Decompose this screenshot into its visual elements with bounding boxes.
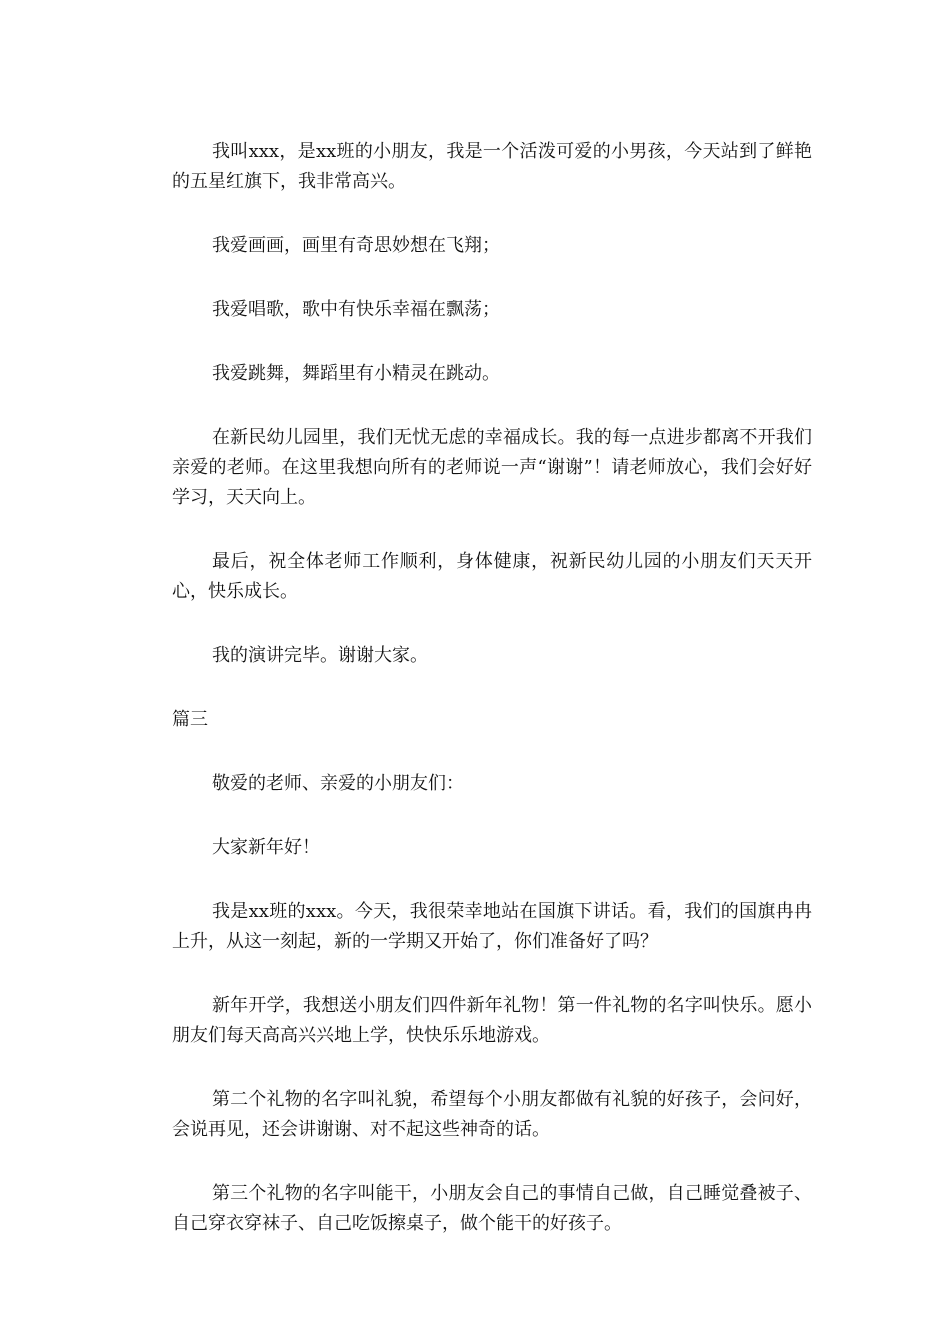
paragraph: 敬爱的老师、亲爱的小朋友们： xyxy=(212,773,464,794)
paragraph: 大家新年好！ xyxy=(212,837,320,858)
document-body xyxy=(172,137,812,1273)
paragraph: 第二个礼物的名字叫礼貌，希望每个小朋友都做有礼貌的好孩子，会问好，会说再见，还会讲谢谢、对不起这些神奇的话。 xyxy=(172,1089,812,1140)
paragraph: 我叫xxx，是xx班的小朋友，我是一个活泼可爱的小男孩，今天站到了鲜艳的五星红旗下，我非常高兴。 xyxy=(172,141,812,192)
paragraph: 第三个礼物的名字叫能干，小朋友会自己的事情自己做，自己睡觉叠被子、自己穿衣穿袜子、自己吃饭擦桌子，做个能干的好孩子。 xyxy=(172,1183,812,1234)
paragraph: 在新民幼儿园里，我们无忧无虑的幸福成长。我的每一点进步都离不开我们亲爱的老师。在这里我想向所有的老师说一声“谢谢”！请老师放心，我们会好好学习，天天向上。 xyxy=(172,427,812,508)
paragraph: 我爱画画，画里有奇思妙想在飞翔； xyxy=(212,235,500,256)
paragraph: 新年开学，我想送小朋友们四件新年礼物！第一件礼物的名字叫快乐。愿小朋友们每天高高兴兴地上学，快快乐乐地游戏。 xyxy=(172,995,812,1046)
paragraph: 最后，祝全体老师工作顺利，身体健康，祝新民幼儿园的小朋友们天天开心，快乐成长。 xyxy=(172,551,812,602)
paragraph: 我爱唱歌，歌中有快乐幸福在飘荡； xyxy=(212,299,500,320)
paragraph: 我是xx班的xxx。今天，我很荣幸地站在国旗下讲话。看，我们的国旗冉冉上升，从这一刻起，新的一学期又开始了，你们准备好了吗？ xyxy=(172,901,812,952)
paragraph: 我爱跳舞，舞蹈里有小精灵在跳动。 xyxy=(212,363,500,384)
paragraph: 我的演讲完毕。谢谢大家。 xyxy=(212,645,428,666)
section-heading: 篇三 xyxy=(172,709,208,730)
